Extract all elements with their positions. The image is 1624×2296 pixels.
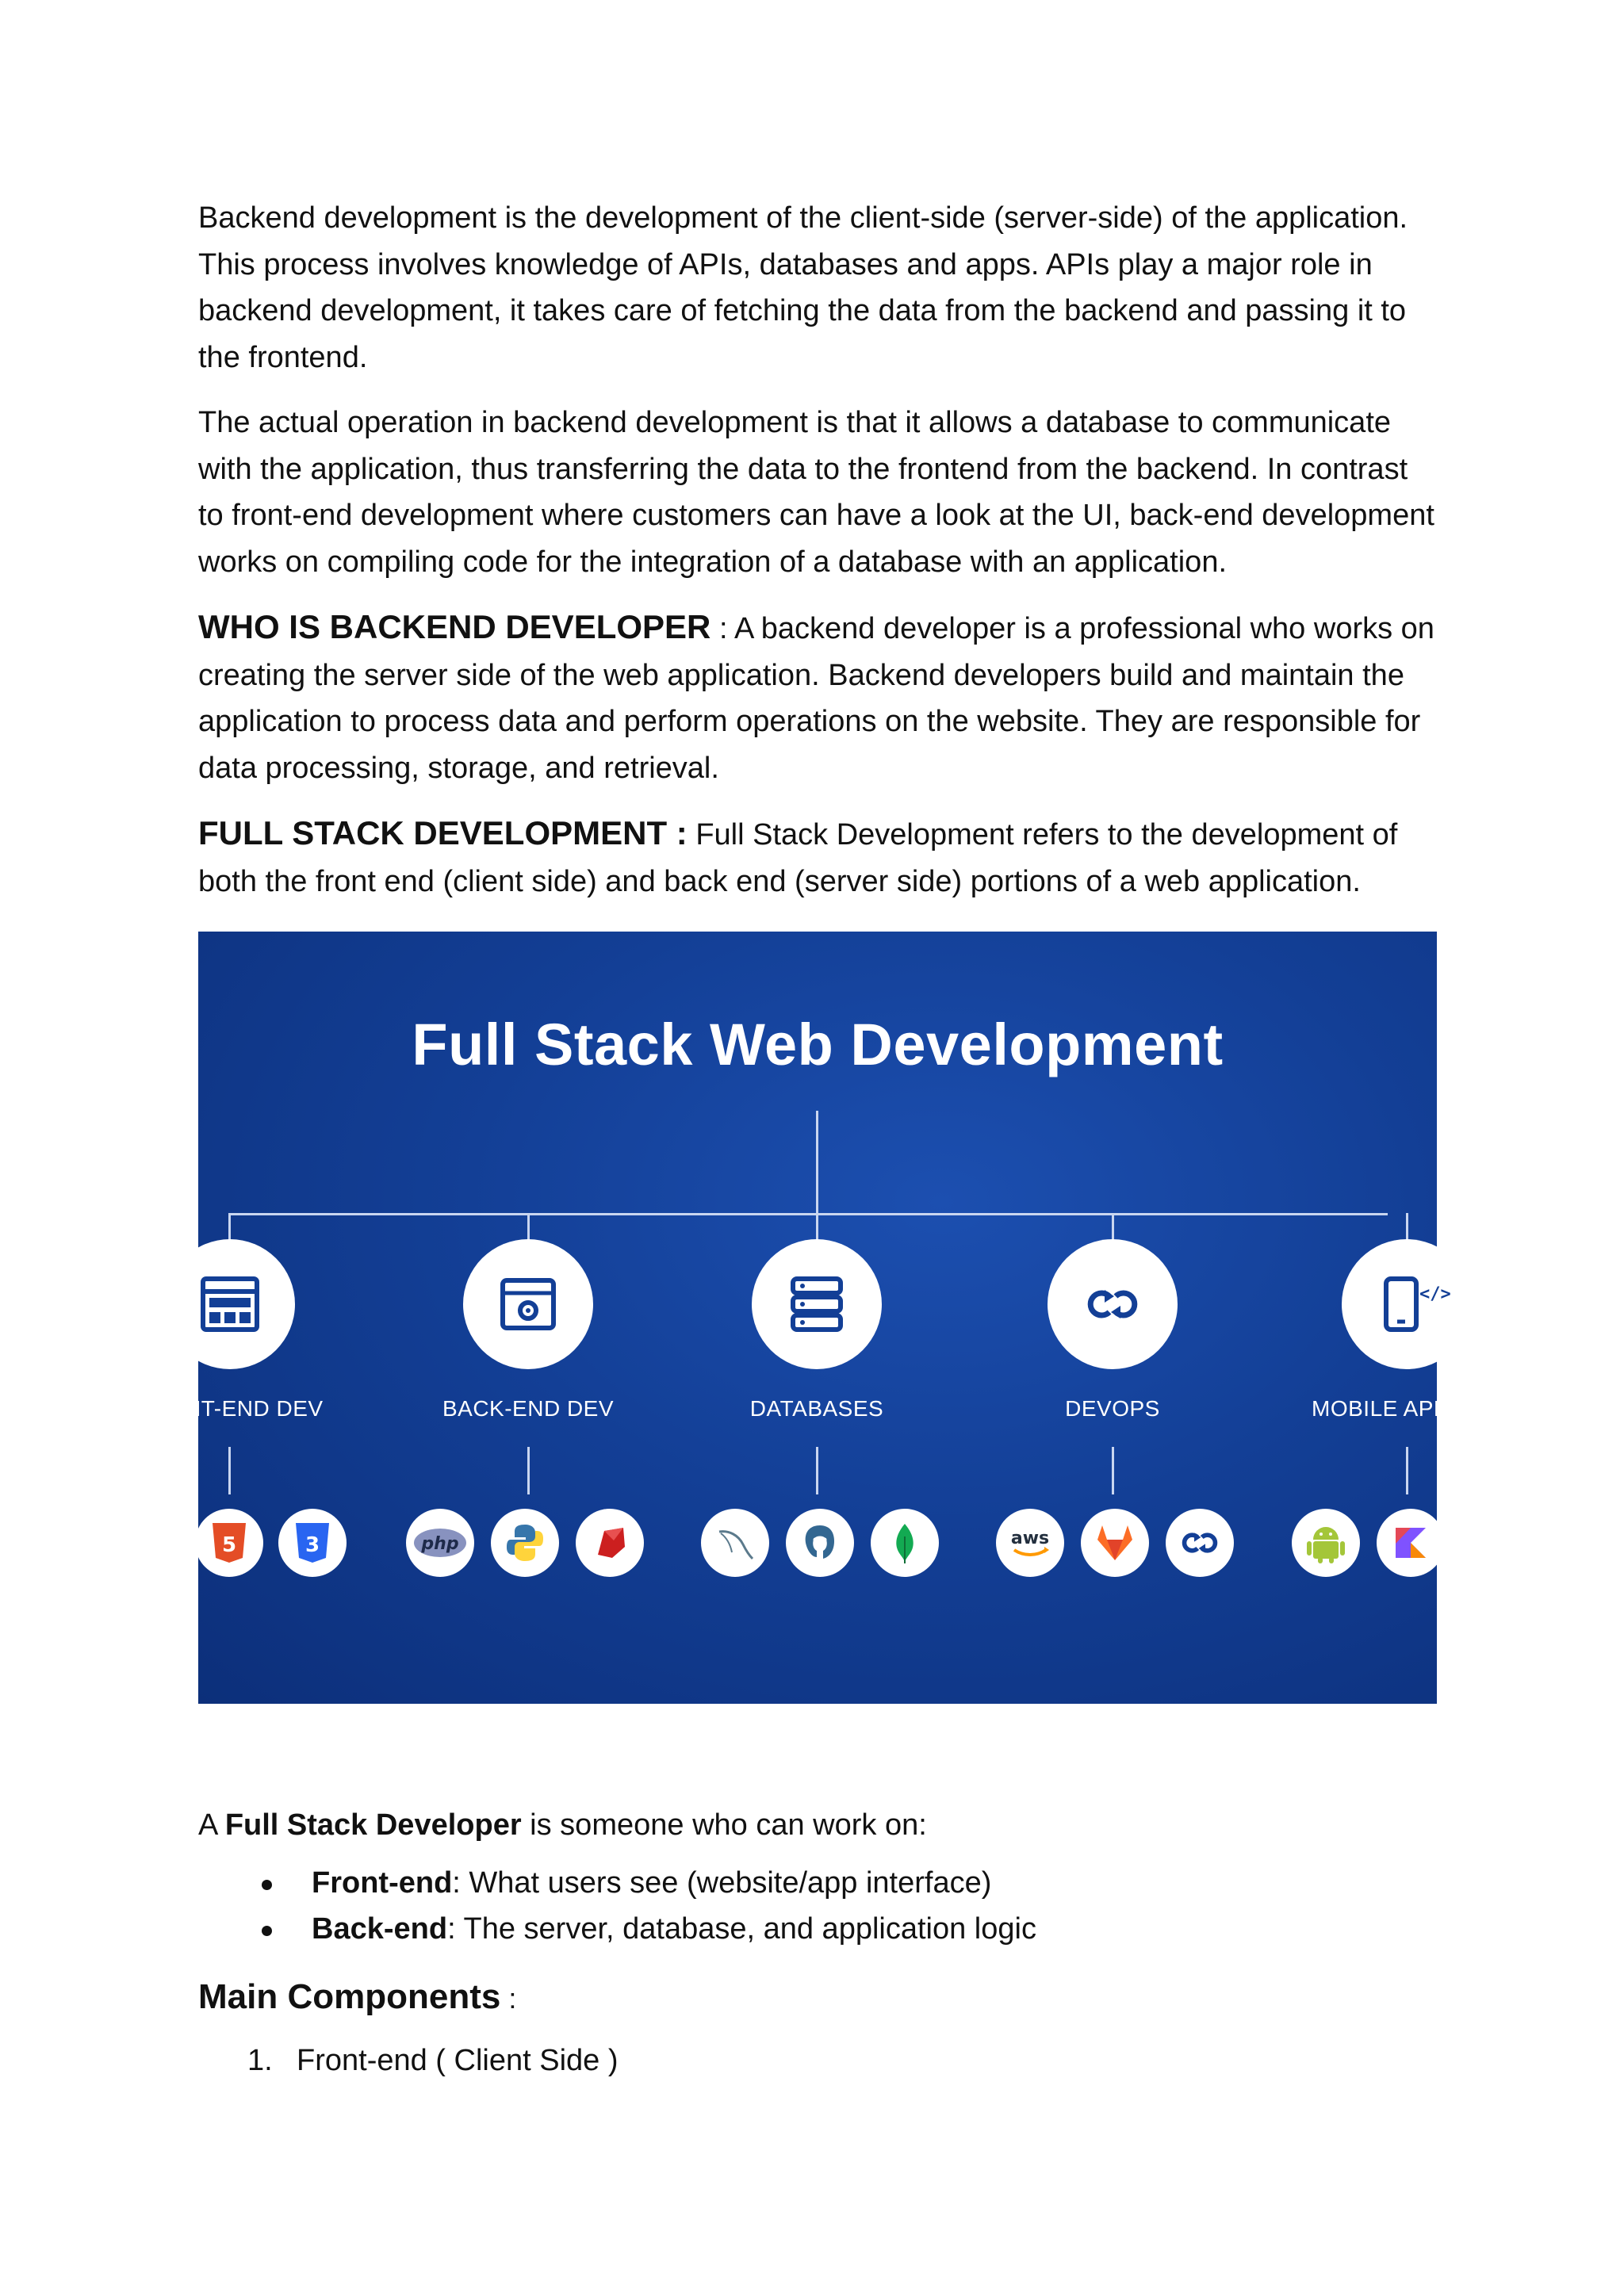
css3-logo-text: 3	[304, 1533, 320, 1557]
fsd-prefix: A	[198, 1808, 225, 1842]
bullet-bold-front-end: Front-end	[312, 1866, 453, 1900]
gitlab-logo-icon	[1081, 1509, 1149, 1577]
work-areas-list	[198, 1860, 1440, 1952]
step-number: 1.	[247, 2043, 273, 2077]
branch-label-front-end: FRONT-END DEV	[136, 1396, 324, 1421]
connector-trunk	[816, 1111, 818, 1214]
components-colon: :	[500, 1981, 517, 2015]
browser-gear-icon	[463, 1239, 593, 1369]
mobile-code-icon	[1342, 1239, 1472, 1369]
bullet-text-back-end: : The server, database, and application logic	[447, 1911, 1036, 1946]
mongodb-logo-icon	[871, 1509, 939, 1577]
list-item-front-end	[198, 1860, 1440, 1906]
who-description: : A backend developer is a professional who works on creating the server side of the web application. Backend developers build and maintain the application to process data and perform operations on the website. They are responsible for data processing, storage, and retrieval.	[198, 612, 1434, 785]
server-stack-icon	[752, 1239, 882, 1369]
heading-who-is-backend-developer: WHO IS BACKEND DEVELOPER	[198, 608, 711, 645]
ruby-logo-icon	[576, 1509, 644, 1577]
paragraph-backend-operation: The actual operation in backend development is that it allows a database to communicate with the application, thus transferring the data to the frontend from the backend. In contrast to front-end development where customers can have a look at the UI, back-end development works on compiling code for the integration of a database with an application.	[198, 406, 1434, 579]
html5-logo-icon	[195, 1509, 263, 1577]
list-item-back-end	[198, 1906, 1440, 1952]
paragraph-who-is-backend-developer	[198, 604, 1440, 791]
html5-logo-text: 5	[221, 1533, 237, 1557]
android-logo-icon	[1292, 1509, 1360, 1577]
mysql-logo-icon	[701, 1509, 769, 1577]
devops-loop-icon	[1166, 1509, 1234, 1577]
bullet-text-front-end: : What users see (website/app interface)	[452, 1866, 992, 1900]
paragraph-full-stack-developer	[198, 1802, 1440, 1849]
connector-lower-2	[527, 1447, 530, 1494]
fsd-suffix: is someone who can work on:	[521, 1808, 927, 1842]
devops-loop-icon	[1048, 1239, 1178, 1369]
fsd-bold: Full Stack Developer	[224, 1808, 522, 1842]
full-stack-infographic	[136, 932, 1502, 1704]
bullet-bold-back-end: Back-end	[312, 1911, 448, 1946]
connector-lower-5	[1406, 1447, 1408, 1494]
aws-logo-icon	[996, 1509, 1064, 1577]
paragraph-backend-intro: Backend development is the development of the client-side (server-side) of the application. This process involves knowledge of APIs, databases and apps. APIs play a major role in backend development, it takes care of fetching the data from the backend and passing it to the frontend.	[198, 201, 1408, 374]
infographic-title: Full Stack Web Development	[412, 1012, 1224, 1077]
heading-main-components	[198, 1969, 1440, 2026]
branch-mobile	[1208, 1239, 1605, 1422]
connector-lower-3	[816, 1447, 818, 1494]
kotlin-logo-icon	[1377, 1509, 1445, 1577]
components-heading: Main Components	[198, 1976, 501, 2016]
postgresql-logo-icon	[786, 1509, 854, 1577]
php-logo-icon	[406, 1509, 474, 1577]
connector-lower-1	[228, 1447, 231, 1494]
python-logo-icon	[491, 1509, 559, 1577]
tech-logos-row	[198, 1509, 1437, 1577]
branch-label-databases: DATABASES	[749, 1396, 884, 1421]
svg-text:</>: </>	[1419, 1284, 1451, 1304]
php-logo-text: php	[421, 1534, 459, 1554]
document-content	[136, 195, 1502, 2084]
full-stack-developer-section	[198, 1802, 1440, 2084]
list-item-step-1	[198, 2038, 1440, 2084]
branch-label-back-end: BACK-END DEV	[442, 1396, 615, 1421]
heading-full-stack-development: FULL STACK DEVELOPMENT :	[198, 814, 688, 851]
css3-logo-icon	[278, 1509, 347, 1577]
branch-label-mobile: MOBILE APP DEV	[1312, 1396, 1502, 1421]
connector-lower-4	[1112, 1447, 1114, 1494]
connector-horizontal	[228, 1213, 1388, 1215]
components-list	[198, 2038, 1440, 2084]
step-text: Front-end ( Client Side )	[297, 2043, 619, 2077]
fullstack-description: Full Stack Development refers to the development of both the front end (client side) and back end (server side) portions of a web application.	[198, 818, 1398, 898]
browser-layout-icon	[165, 1239, 295, 1369]
paragraph-full-stack-development	[198, 810, 1440, 905]
branch-label-devops: DEVOPS	[1065, 1396, 1160, 1421]
aws-logo-text: aws	[1010, 1529, 1050, 1548]
